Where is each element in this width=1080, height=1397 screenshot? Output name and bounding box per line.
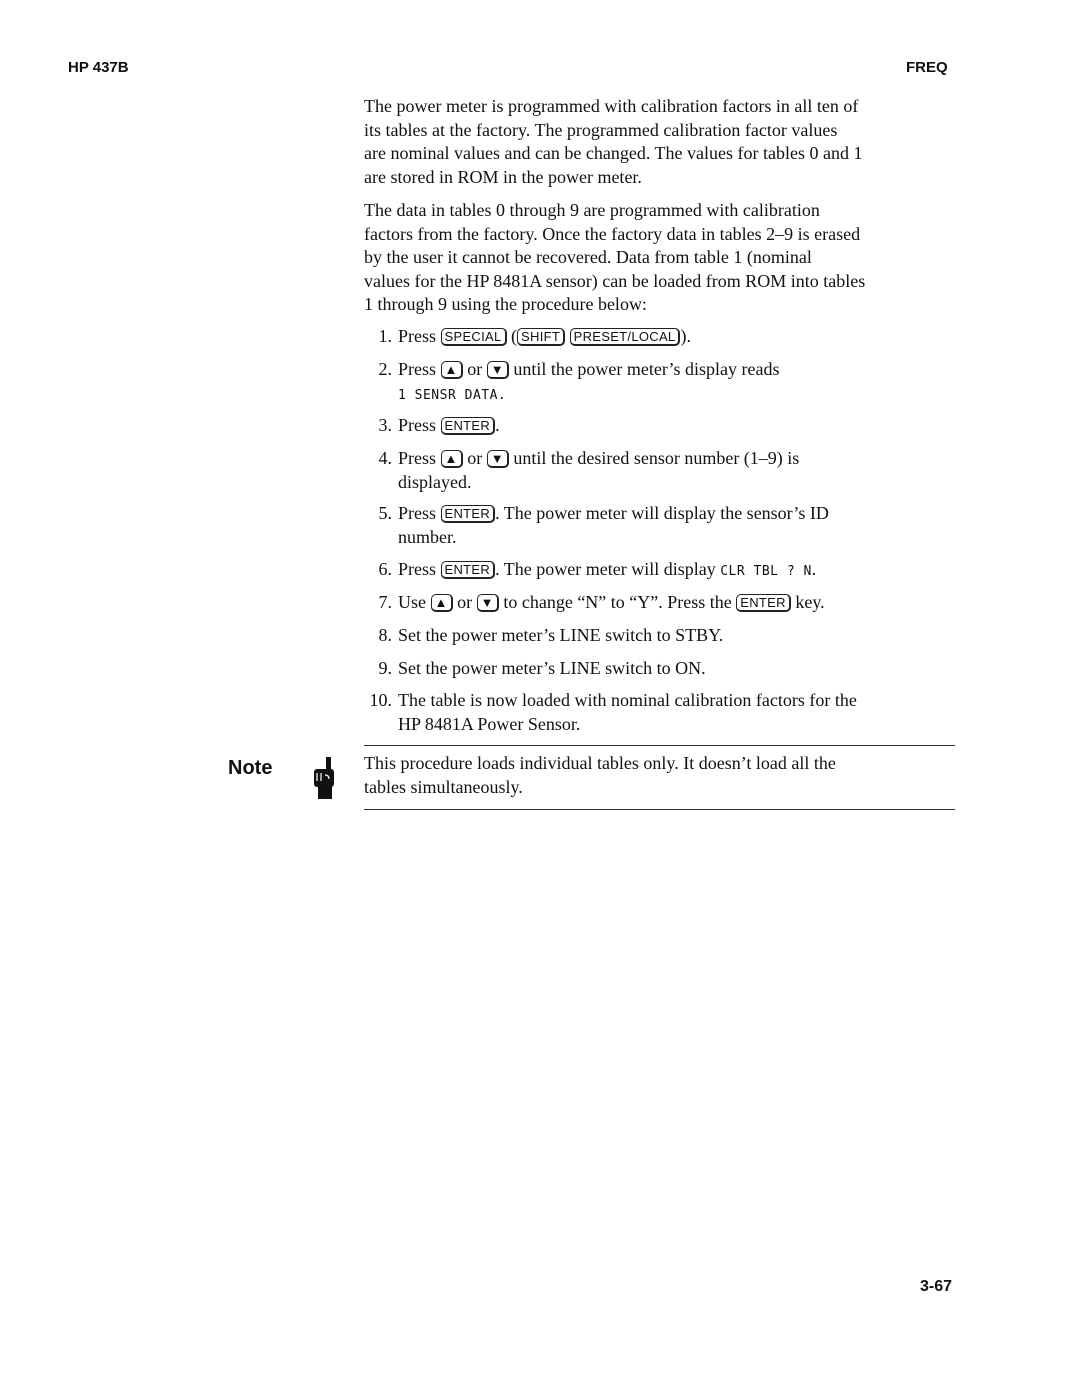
procedure-step	[364, 558, 964, 584]
paragraph-1	[364, 95, 964, 189]
procedure-step	[364, 502, 964, 549]
step-text: key.	[790, 592, 825, 612]
display-readout: 1 SENSR DATA.	[398, 387, 507, 403]
step-text: number.	[398, 526, 457, 547]
paragraph-2	[364, 199, 964, 317]
step-text: (	[506, 326, 518, 346]
step-text: Set the power meter’s LINE switch to ON.	[398, 658, 706, 678]
step-line	[398, 689, 964, 713]
step-number: 3.	[378, 415, 392, 435]
step-text: Press	[398, 359, 441, 379]
key-enter: ENTER	[441, 505, 496, 523]
text-line: This procedure loads individual tables only. It doesn’t load all the	[364, 753, 836, 773]
key-down-arrow: ▼	[487, 361, 509, 379]
step-number: 8.	[378, 625, 392, 645]
note-text	[364, 752, 964, 799]
step-line	[398, 382, 964, 408]
step-text: Press	[398, 326, 441, 346]
key-up-arrow: ▲	[431, 594, 453, 612]
procedure-step	[364, 358, 964, 407]
step-line	[398, 526, 964, 550]
step-number: 7.	[378, 592, 392, 612]
step-text: until the power meter’s display reads	[508, 359, 780, 379]
key-preset-local: PRESET/LOCAL	[570, 328, 681, 346]
step-number: 2.	[378, 359, 392, 379]
key-up-arrow: ▲	[441, 450, 463, 468]
step-text: .	[811, 559, 817, 579]
step-text: HP 8481A Power Sensor.	[398, 713, 581, 734]
text-line: tables simultaneously.	[364, 776, 523, 797]
step-text: or	[452, 592, 477, 612]
text-line: 1 through 9 using the procedure below:	[364, 294, 647, 314]
text-line: values for the HP 8481A sensor) can be loaded from ROM into tables	[364, 270, 866, 291]
step-line	[398, 713, 964, 737]
step-text: Set the power meter’s LINE switch to STBY.	[398, 625, 724, 645]
pointing-hand-icon	[308, 757, 338, 806]
step-number: 4.	[378, 448, 392, 468]
step-text: . The power meter will display	[495, 559, 721, 579]
step-text: . The power meter will display the sensor’s ID	[495, 503, 829, 523]
step-text: Use	[398, 592, 431, 612]
procedure-step	[364, 414, 964, 438]
key-up-arrow: ▲	[441, 361, 463, 379]
procedure-step	[364, 325, 964, 349]
step-number: 1.	[378, 326, 392, 346]
step-text: Press	[398, 448, 441, 468]
header-section: FREQ	[906, 59, 948, 76]
key-enter: ENTER	[441, 417, 496, 435]
step-text	[565, 326, 570, 346]
text-line: are nominal values and can be changed. The values for tables 0 and 1	[364, 143, 863, 163]
step-text: .	[495, 415, 500, 435]
step-text: or	[462, 448, 487, 468]
text-line: The data in tables 0 through 9 are programmed with calibration	[364, 200, 820, 220]
step-text: Press	[398, 415, 441, 435]
step-text: to change “N” to “Y”. Press the	[498, 592, 737, 612]
step-text: Press	[398, 559, 441, 579]
step-text: The table is now loaded with nominal calibration factors for the	[398, 690, 857, 710]
text-line: factors from the factory. Once the factory data in tables 2–9 is erased	[364, 223, 861, 244]
step-line	[398, 471, 964, 495]
text-line: The power meter is programmed with calibration factors in all ten of	[364, 96, 859, 116]
step-number: 9.	[378, 658, 392, 678]
key-shift: SHIFT	[517, 328, 565, 346]
step-text: Press	[398, 503, 441, 523]
procedure-step	[364, 657, 964, 681]
key-down-arrow: ▼	[477, 594, 499, 612]
procedure-step	[364, 447, 964, 494]
step-line	[398, 447, 964, 471]
header-model: HP 437B	[68, 59, 129, 76]
step-line	[398, 558, 964, 584]
text-line: its tables at the factory. The programmed calibration factor values	[364, 119, 838, 140]
step-line	[398, 414, 964, 438]
key-down-arrow: ▼	[487, 450, 509, 468]
step-line	[398, 657, 964, 681]
note-bottom-rule	[364, 809, 955, 810]
step-number: 5.	[378, 503, 392, 523]
step-line	[398, 358, 964, 382]
step-text: ).	[680, 326, 691, 346]
procedure-step	[364, 689, 964, 736]
key-enter: ENTER	[736, 594, 791, 612]
step-number: 10.	[369, 690, 392, 710]
procedure-step	[364, 591, 964, 615]
key-enter: ENTER	[441, 561, 496, 579]
step-line	[398, 591, 964, 615]
note-label: Note	[228, 757, 273, 779]
key-special: SPECIAL	[441, 328, 507, 346]
text-line: are stored in ROM in the power meter.	[364, 166, 642, 187]
step-text: displayed.	[398, 471, 472, 492]
step-text: or	[462, 359, 487, 379]
display-readout: CLR TBL ? N	[720, 564, 812, 579]
page-number: 3-67	[920, 1278, 953, 1295]
procedure-step	[364, 624, 964, 648]
step-line	[398, 502, 964, 526]
note-top-rule	[364, 745, 955, 746]
step-text: until the desired sensor number (1–9) is	[508, 448, 800, 468]
step-line	[398, 624, 964, 648]
step-number: 6.	[378, 559, 392, 579]
text-line: by the user it cannot be recovered. Data from table 1 (nominal	[364, 247, 812, 267]
step-line	[398, 325, 964, 349]
